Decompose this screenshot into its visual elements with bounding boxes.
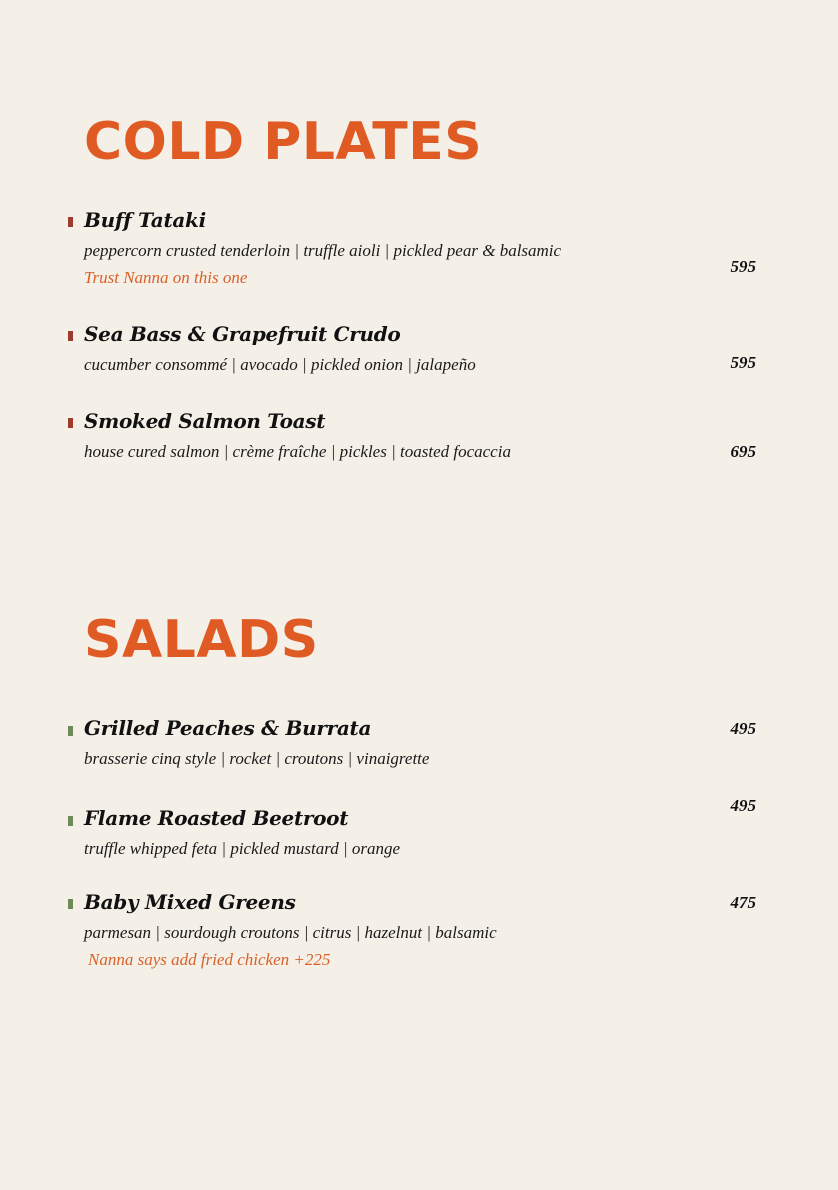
item-name: Sea Bass & Grapefruit Crudo xyxy=(84,322,401,346)
bullet-marker xyxy=(68,418,73,428)
item-name: Buff Tataki xyxy=(84,208,206,232)
item-description: brasserie cinq style | rocket | croutons | vinaigrette xyxy=(84,749,430,768)
item-name: Flame Roasted Beetroot xyxy=(84,806,349,830)
item-price: 495 xyxy=(730,796,756,815)
item-description: house cured salmon | crème fraîche | pickles | toasted focaccia xyxy=(84,442,511,461)
item-price: 495 xyxy=(730,719,756,738)
item-description: cucumber consommé | avocado | pickled onion | jalapeño xyxy=(84,355,476,374)
item-description: parmesan | sourdough croutons | citrus | hazelnut | balsamic xyxy=(84,923,497,942)
item-price: 695 xyxy=(730,442,756,461)
item-description: peppercorn crusted tenderloin | truffle aioli | pickled pear & balsamic xyxy=(84,241,562,260)
item-name: Smoked Salmon Toast xyxy=(84,409,326,433)
bullet-marker xyxy=(68,217,73,227)
section-title-salads: SALADS xyxy=(84,610,319,670)
item-name: Baby Mixed Greens xyxy=(84,890,296,914)
item-name: Grilled Peaches & Burrata xyxy=(84,716,372,740)
bullet-marker xyxy=(68,816,73,826)
item-price: 595 xyxy=(730,257,756,276)
item-price: 475 xyxy=(730,893,756,912)
bullet-marker xyxy=(68,726,73,736)
item-note: Nanna says add fried chicken +225 xyxy=(88,950,331,969)
section-title-cold-plates: COLD PLATES xyxy=(84,112,483,172)
bullet-marker xyxy=(68,331,73,341)
item-price: 595 xyxy=(730,353,756,372)
item-description: truffle whipped feta | pickled mustard | orange xyxy=(84,839,401,858)
item-note: Trust Nanna on this one xyxy=(84,268,248,287)
bullet-marker xyxy=(68,899,73,909)
